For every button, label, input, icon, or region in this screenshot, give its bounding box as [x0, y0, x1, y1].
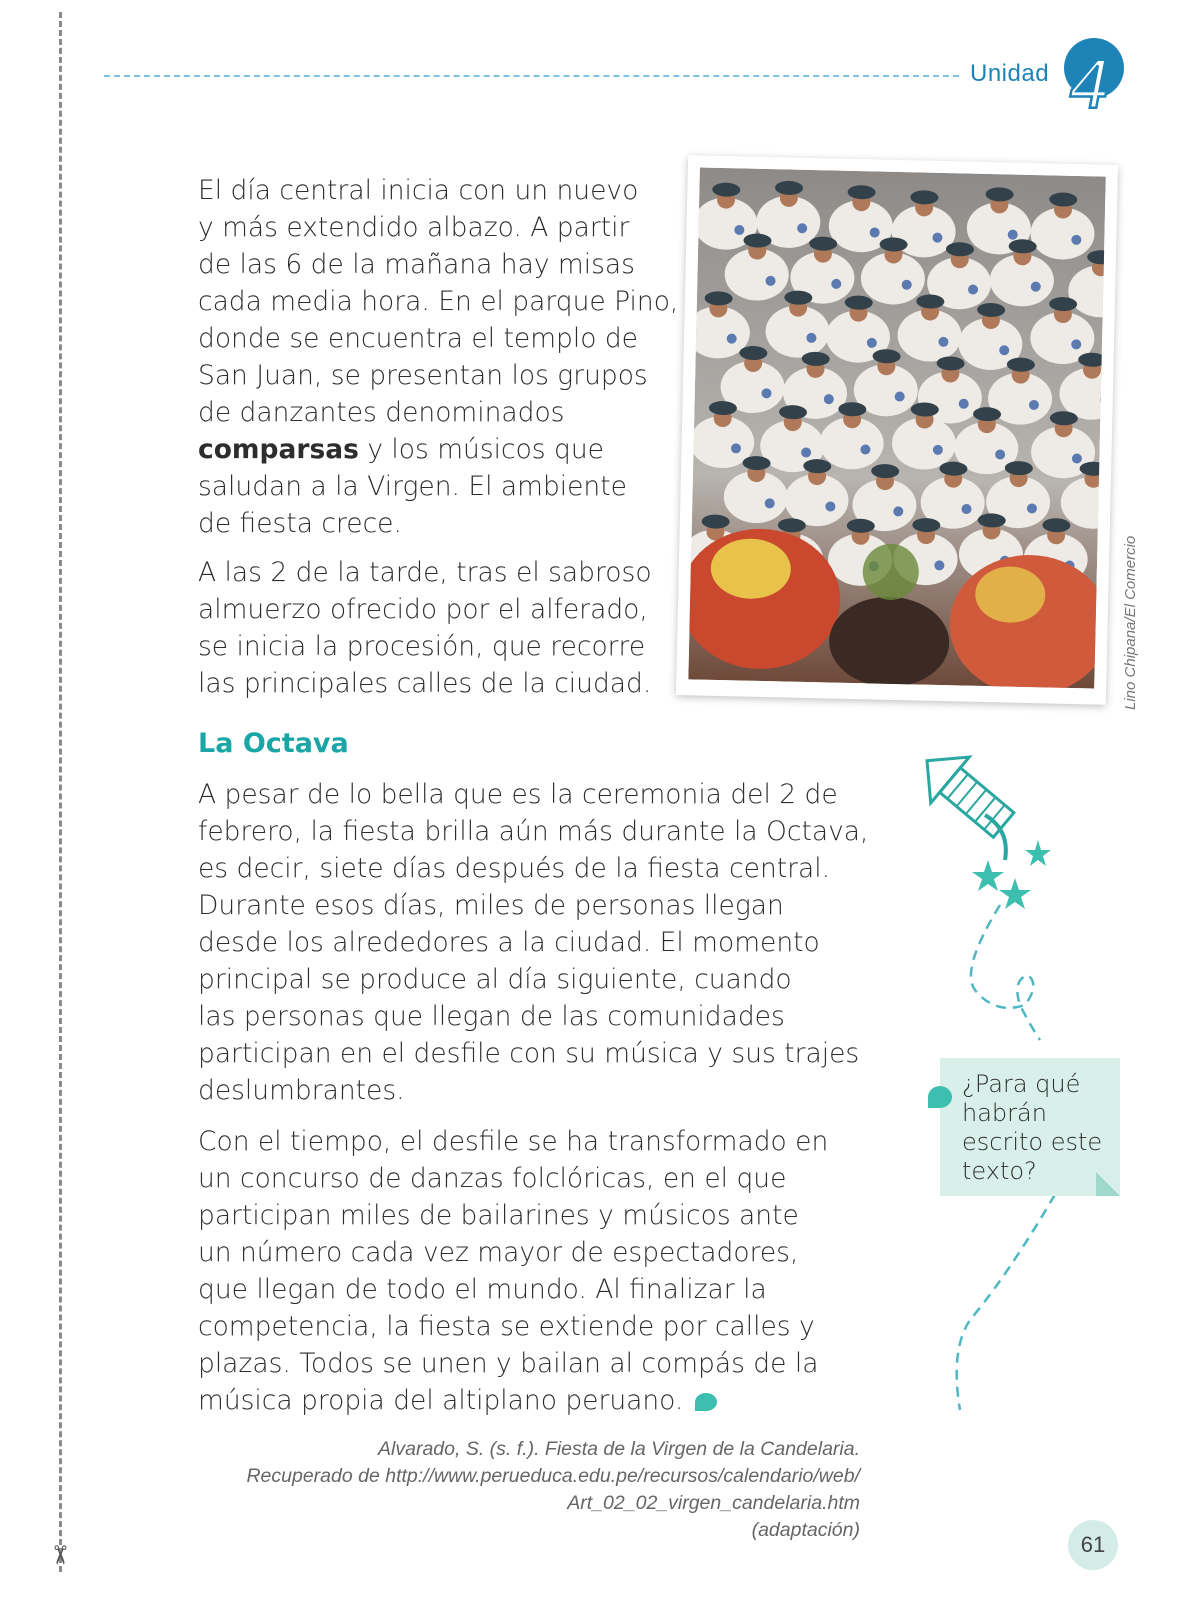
- second-paragraph: [198, 554, 678, 702]
- text-line: Durante esos días, miles de personas llegan: [198, 890, 784, 921]
- rocket-icon: [908, 740, 1023, 848]
- text-line: que llegan de todo el mundo. Al finalizar la: [198, 1274, 767, 1305]
- cut-line: [59, 12, 62, 1572]
- final-paragraph: [198, 1123, 858, 1419]
- header-dashed-rule: [104, 75, 959, 77]
- source-citation: [246, 1436, 860, 1544]
- photo-credit: Lino Chipana/El Comercio: [1122, 535, 1139, 710]
- text-line: febrero, la fiesta brilla aún más durante la Octava,: [198, 816, 869, 847]
- bold-term: comparsas: [198, 434, 359, 465]
- text-line: las personas que llegan de las comunidades: [198, 1001, 785, 1032]
- citation-line: (adaptación): [751, 1519, 860, 1541]
- text-line: participan miles de bailarines y músicos ante: [198, 1200, 799, 1231]
- text-line: A las 2 de la tarde, tras el sabroso: [198, 557, 652, 588]
- text-line: es decir, siete días después de la fiesta central.: [198, 853, 831, 884]
- text-line: las principales calles de la ciudad.: [198, 668, 652, 699]
- intro-paragraph: [198, 172, 678, 542]
- text-line: y más extendido albazo. A partir: [198, 212, 630, 243]
- octava-paragraph: [198, 776, 869, 1109]
- citation-line: Alvarado, S. (s. f.). Fiesta de la Virgen de la Candelaria.: [378, 1438, 860, 1460]
- star-icon: [972, 840, 1051, 909]
- text-line-with-bold: [198, 431, 678, 468]
- text-line: competencia, la fiesta se extiende por calles y: [198, 1311, 815, 1342]
- text-line: un número cada vez mayor de espectadores,: [198, 1237, 799, 1268]
- text-line: A pesar de lo bella que es la ceremonia del 2 de: [198, 779, 838, 810]
- text-line: almuerzo ofrecido por el alferado,: [198, 594, 648, 625]
- text-fragment: música propia del altiplano peruano.: [198, 1385, 684, 1416]
- scissors-icon: ✂: [43, 1544, 74, 1566]
- section-heading: La Octava: [198, 728, 349, 759]
- text-line: San Juan, se presentan los grupos: [198, 360, 648, 391]
- festival-photo-image: [688, 167, 1106, 688]
- text-line: deslumbrantes.: [198, 1075, 405, 1106]
- text-line: participan en el desfile con su música y sus trajes: [198, 1038, 860, 1069]
- festival-photo: [676, 155, 1118, 705]
- text-line: cada media hora. En el parque Pino,: [198, 286, 679, 317]
- text-line: se inicia la procesión, que recorre: [198, 631, 646, 662]
- reflection-question: ¿Para qué habrán escrito este texto?: [962, 1070, 1103, 1185]
- text-line: plazas. Todos se unen y bailan al compás de la: [198, 1348, 819, 1379]
- text-line: desde los alrededores a la ciudad. El momento: [198, 927, 820, 958]
- text-line: Con el tiempo, el desfile se ha transformado en: [198, 1126, 829, 1157]
- unit-label: Unidad: [970, 60, 1050, 87]
- text-fragment: y los músicos que: [358, 434, 604, 465]
- page-number: 61: [1068, 1520, 1118, 1570]
- citation-line: Art_02_02_virgen_candelaria.htm: [567, 1492, 860, 1514]
- text-line: un concurso de danzas folclóricas, en el que: [198, 1163, 787, 1194]
- text-line: de fiesta crece.: [198, 508, 402, 539]
- citation-line: Recuperado de http://www.perueduca.edu.pe/recursos/calendario/web/: [246, 1465, 860, 1487]
- text-line: de danzantes denominados: [198, 397, 565, 428]
- note-bullet-icon: [928, 1086, 952, 1108]
- text-line: de las 6 de la mañana hay misas: [198, 249, 635, 280]
- text-line-with-end-mark: [198, 1382, 858, 1419]
- text-line: El día central inicia con un nuevo: [198, 175, 639, 206]
- text-line: donde se encuentra el templo de: [198, 323, 638, 354]
- shawl-flower: [1102, 504, 1106, 514]
- text-line: principal se produce al día siguiente, cuando: [198, 964, 792, 995]
- unit-badge: [1060, 36, 1124, 112]
- unit-number: 4: [1069, 47, 1111, 112]
- end-of-text-icon: [695, 1393, 717, 1411]
- shawl-flower: [1100, 395, 1106, 405]
- text-line: saludan a la Virgen. El ambiente: [198, 471, 627, 502]
